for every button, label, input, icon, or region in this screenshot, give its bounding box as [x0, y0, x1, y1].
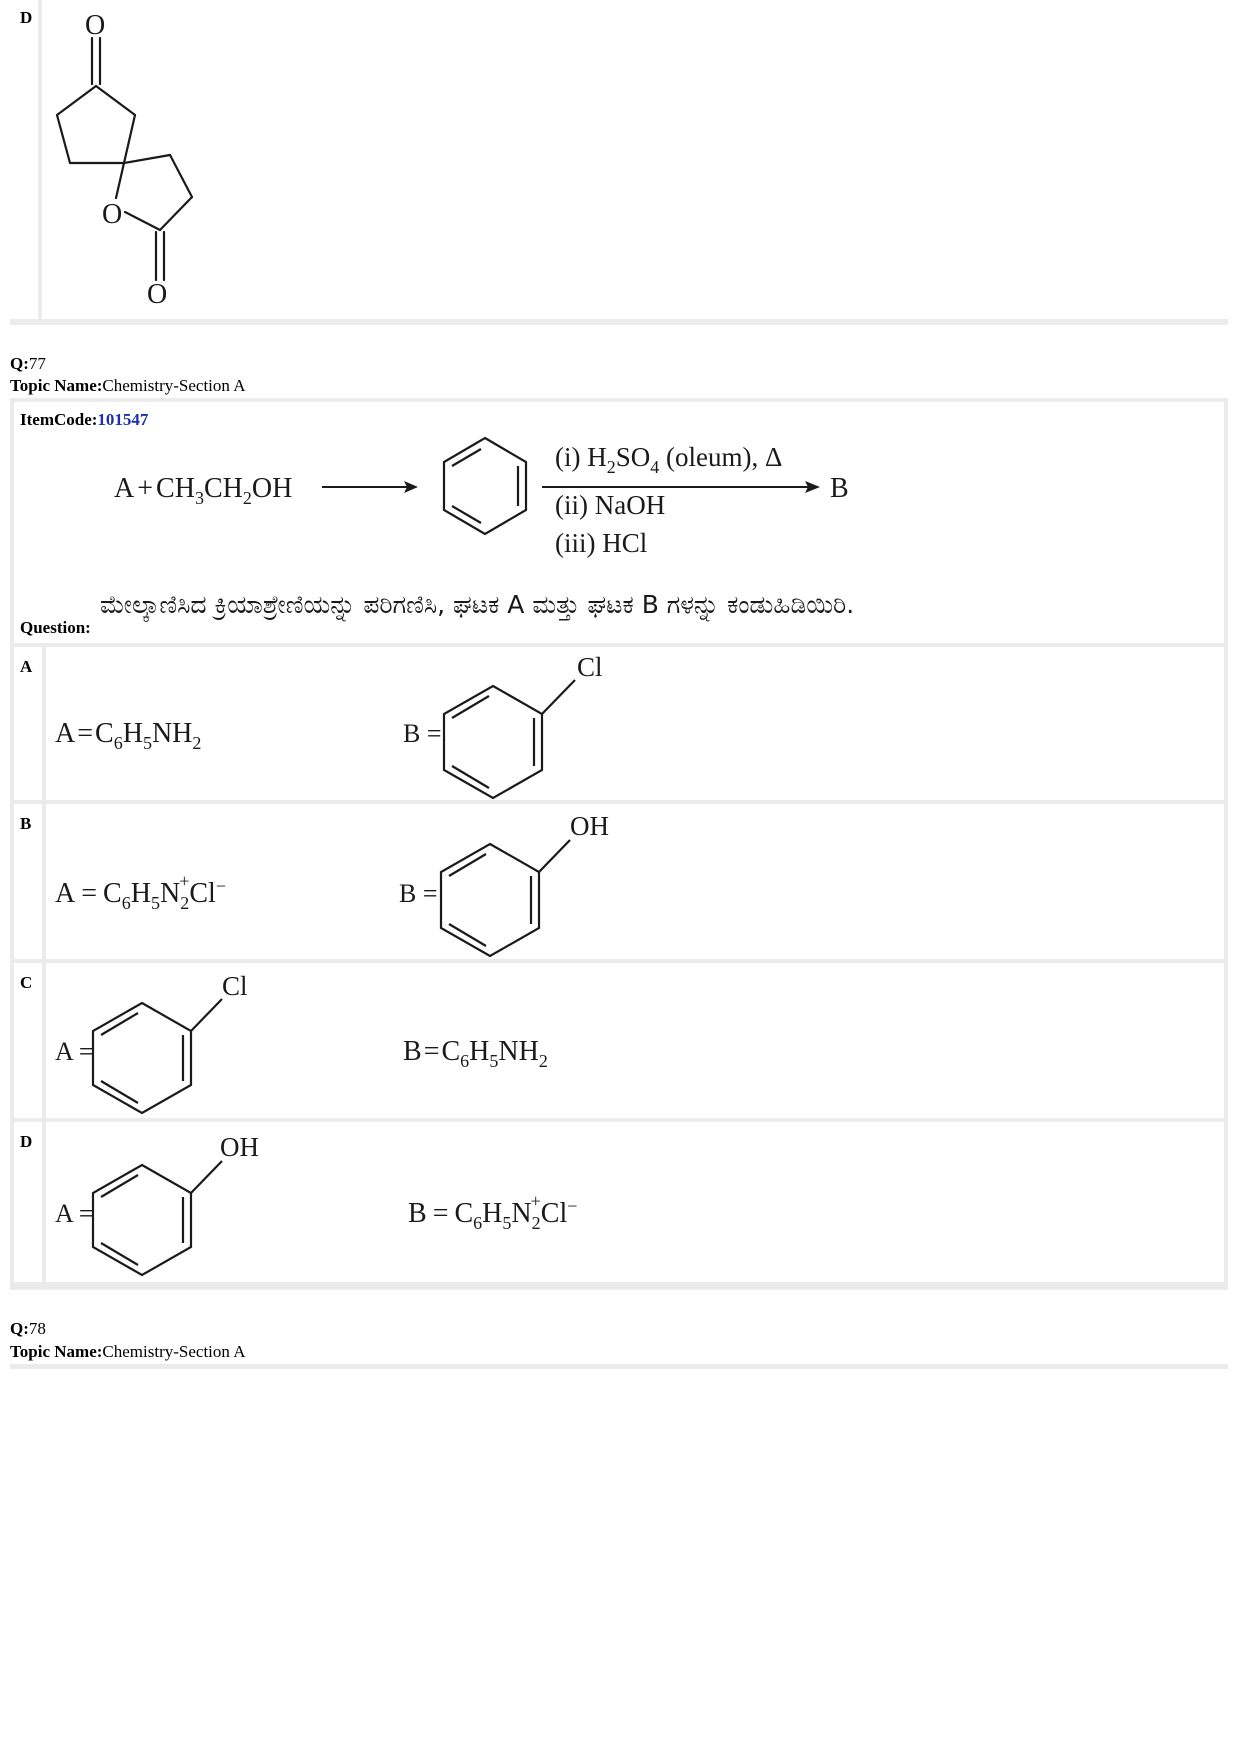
prev-option-label: D: [20, 8, 33, 27]
option-b-content: [50, 808, 650, 958]
option-b-label: B: [20, 814, 32, 833]
q77-question-label: Question:: [20, 618, 91, 637]
option-a-b-prefix: B =: [403, 719, 442, 748]
q77-topic-value: Chemistry-Section A: [102, 376, 246, 395]
condition-step-iii: (iii) HCl: [555, 528, 648, 558]
reactant-a: A: [114, 473, 135, 504]
condition-step-i: (i) $H_2SO_4$ (oleum), Δ: [555, 442, 783, 477]
option-a-formula-a: $A=C_6H_5NH_2$: [55, 718, 202, 753]
option-c-substituent: Cl: [222, 971, 248, 1001]
option-a-chlorobenzene-ring: [444, 680, 575, 798]
option-a-label: A: [20, 657, 33, 676]
reaction-scheme: [100, 430, 880, 570]
option-d-formula-b: $B = C_6H_5N_2+Cl^-$: [408, 1191, 578, 1233]
q78-number-line: [10, 1318, 46, 1340]
reaction-reactants: $A + CH_3CH_2OH$: [114, 473, 293, 508]
q78-topic-label: Topic Name:: [10, 1342, 103, 1361]
condition-step-ii: (ii) NaOH: [555, 490, 666, 520]
itemcode-label: ItemCode:: [20, 410, 98, 429]
option-c-label: C: [20, 973, 33, 992]
product-b: B: [830, 473, 849, 504]
option-d-a-prefix: A =: [55, 1199, 94, 1228]
option-d-phenol-ring: [93, 1161, 222, 1275]
option-c-formula-b: $B=C_6H_5NH_2$: [403, 1036, 548, 1071]
ring-oxygen-label: O: [102, 199, 123, 230]
q77-number-line: [10, 353, 46, 375]
itemcode-line: [20, 410, 148, 430]
q77-q-label: Q:: [10, 354, 29, 373]
lactone-oxygen-label: O: [147, 279, 168, 310]
q78-topic-line: [10, 1341, 245, 1363]
option-b-phenol-ring: [441, 840, 570, 956]
option-b-formula-a: $A = C_6H_5N_2+Cl^-$: [55, 871, 226, 913]
option-b-substituent: OH: [570, 811, 609, 841]
q77-topic-line: [10, 375, 245, 397]
option-c-chlorobenzene-ring: [93, 999, 222, 1113]
q78-q-label: Q:: [10, 1319, 29, 1338]
option-d-label: D: [20, 1132, 33, 1151]
option-b-b-prefix: B =: [399, 879, 438, 908]
q77-number: 77: [28, 354, 46, 373]
option-d-substituent: OH: [220, 1132, 259, 1162]
q77-topic-label: Topic Name:: [10, 376, 103, 395]
option-c-a-prefix: A =: [55, 1037, 94, 1066]
option-a-substituent: Cl: [577, 652, 603, 682]
ketone-oxygen-label: O: [85, 10, 106, 41]
q77-question-text: ಮೇಲ್ಕಾಣಿಸಿದ ಕ್ರಿಯಾಶ್ರೇಣಿಯನ್ನು ಪರಿಗಣಿಸಿ, ಘಟಕ A ಮತ್ತು ಘಟಕ B ಗಳನ್ನು ಕಂಡುಹಿಡಿಯಿರಿ.: [100, 590, 855, 619]
option-c-content: [50, 965, 650, 1115]
q78-table-top-border: [10, 1364, 1228, 1369]
itemcode-value: 101547: [97, 410, 149, 429]
q78-topic-value: Chemistry-Section A: [102, 1342, 246, 1361]
q78-number: 78: [28, 1319, 46, 1338]
spiro-lactone-structure: [40, 0, 220, 320]
option-a-content: [50, 650, 650, 800]
prev-option-label-cell: [10, 0, 38, 319]
option-d-content: [50, 1123, 650, 1283]
